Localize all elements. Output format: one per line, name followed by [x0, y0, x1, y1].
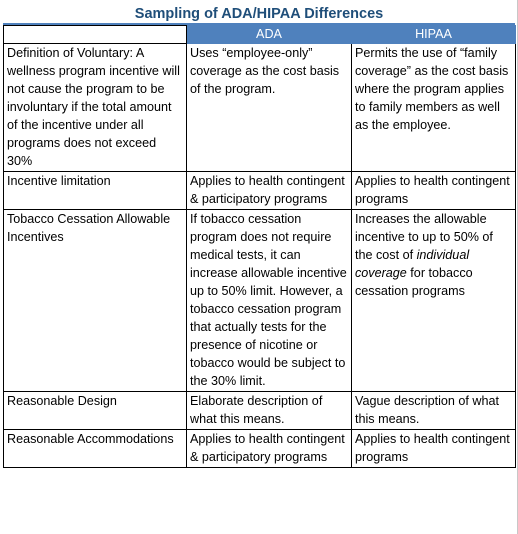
row-ada: Applies to health contingent & participatory programs — [187, 172, 352, 210]
header-ada: ADA — [187, 26, 352, 44]
row-ada: If tobacco cessation program does not require medical tests, it can increase allowable incentive up to 50% limit. However, a tobacco cessation program that actually tests for the presence of nicotine or tobacco would be subject to the 30% limit. — [187, 210, 352, 392]
row-hipaa: Vague description of what this means. — [352, 392, 516, 430]
row-ada: Applies to health contingent & participatory programs — [187, 430, 352, 468]
table-row — [4, 44, 516, 172]
table-row — [4, 172, 516, 210]
table-row — [4, 210, 516, 392]
table-title: Sampling of ADA/HIPAA Differences — [3, 4, 515, 25]
hipaa-text-italic: individual coverage — [355, 248, 470, 280]
row-hipaa: Permits the use of “family coverage” as the cost basis where the program applies to family members as well as the employee. — [352, 44, 516, 172]
header-row — [4, 26, 516, 44]
header-hipaa: HIPAA — [352, 26, 516, 44]
row-ada: Elaborate description of what this means. — [187, 392, 352, 430]
table-row — [4, 430, 516, 468]
row-hipaa: Applies to health contingent programs — [352, 430, 516, 468]
row-ada: Uses “employee-only” coverage as the cost basis of the program. — [187, 44, 352, 172]
row-topic: Definition of Voluntary: A wellness program incentive will not cause the program to be involuntary if the total amount of the incentive under all programs does not exceed 30% — [4, 44, 187, 172]
comparison-table — [3, 25, 516, 468]
header-blank — [4, 26, 187, 44]
table-row — [4, 392, 516, 430]
comparison-table-container — [3, 4, 515, 468]
row-hipaa — [352, 210, 516, 392]
row-hipaa: Applies to health contingent programs — [352, 172, 516, 210]
row-topic: Reasonable Design — [4, 392, 187, 430]
row-topic: Tobacco Cessation Allowable Incentives — [4, 210, 187, 392]
row-topic: Incentive limitation — [4, 172, 187, 210]
hipaa-text-after: for tobacco cessation programs — [355, 266, 473, 298]
row-topic: Reasonable Accommodations — [4, 430, 187, 468]
hipaa-text-before: Increases the allowable incentive to up to 50% of the cost of — [355, 212, 493, 262]
